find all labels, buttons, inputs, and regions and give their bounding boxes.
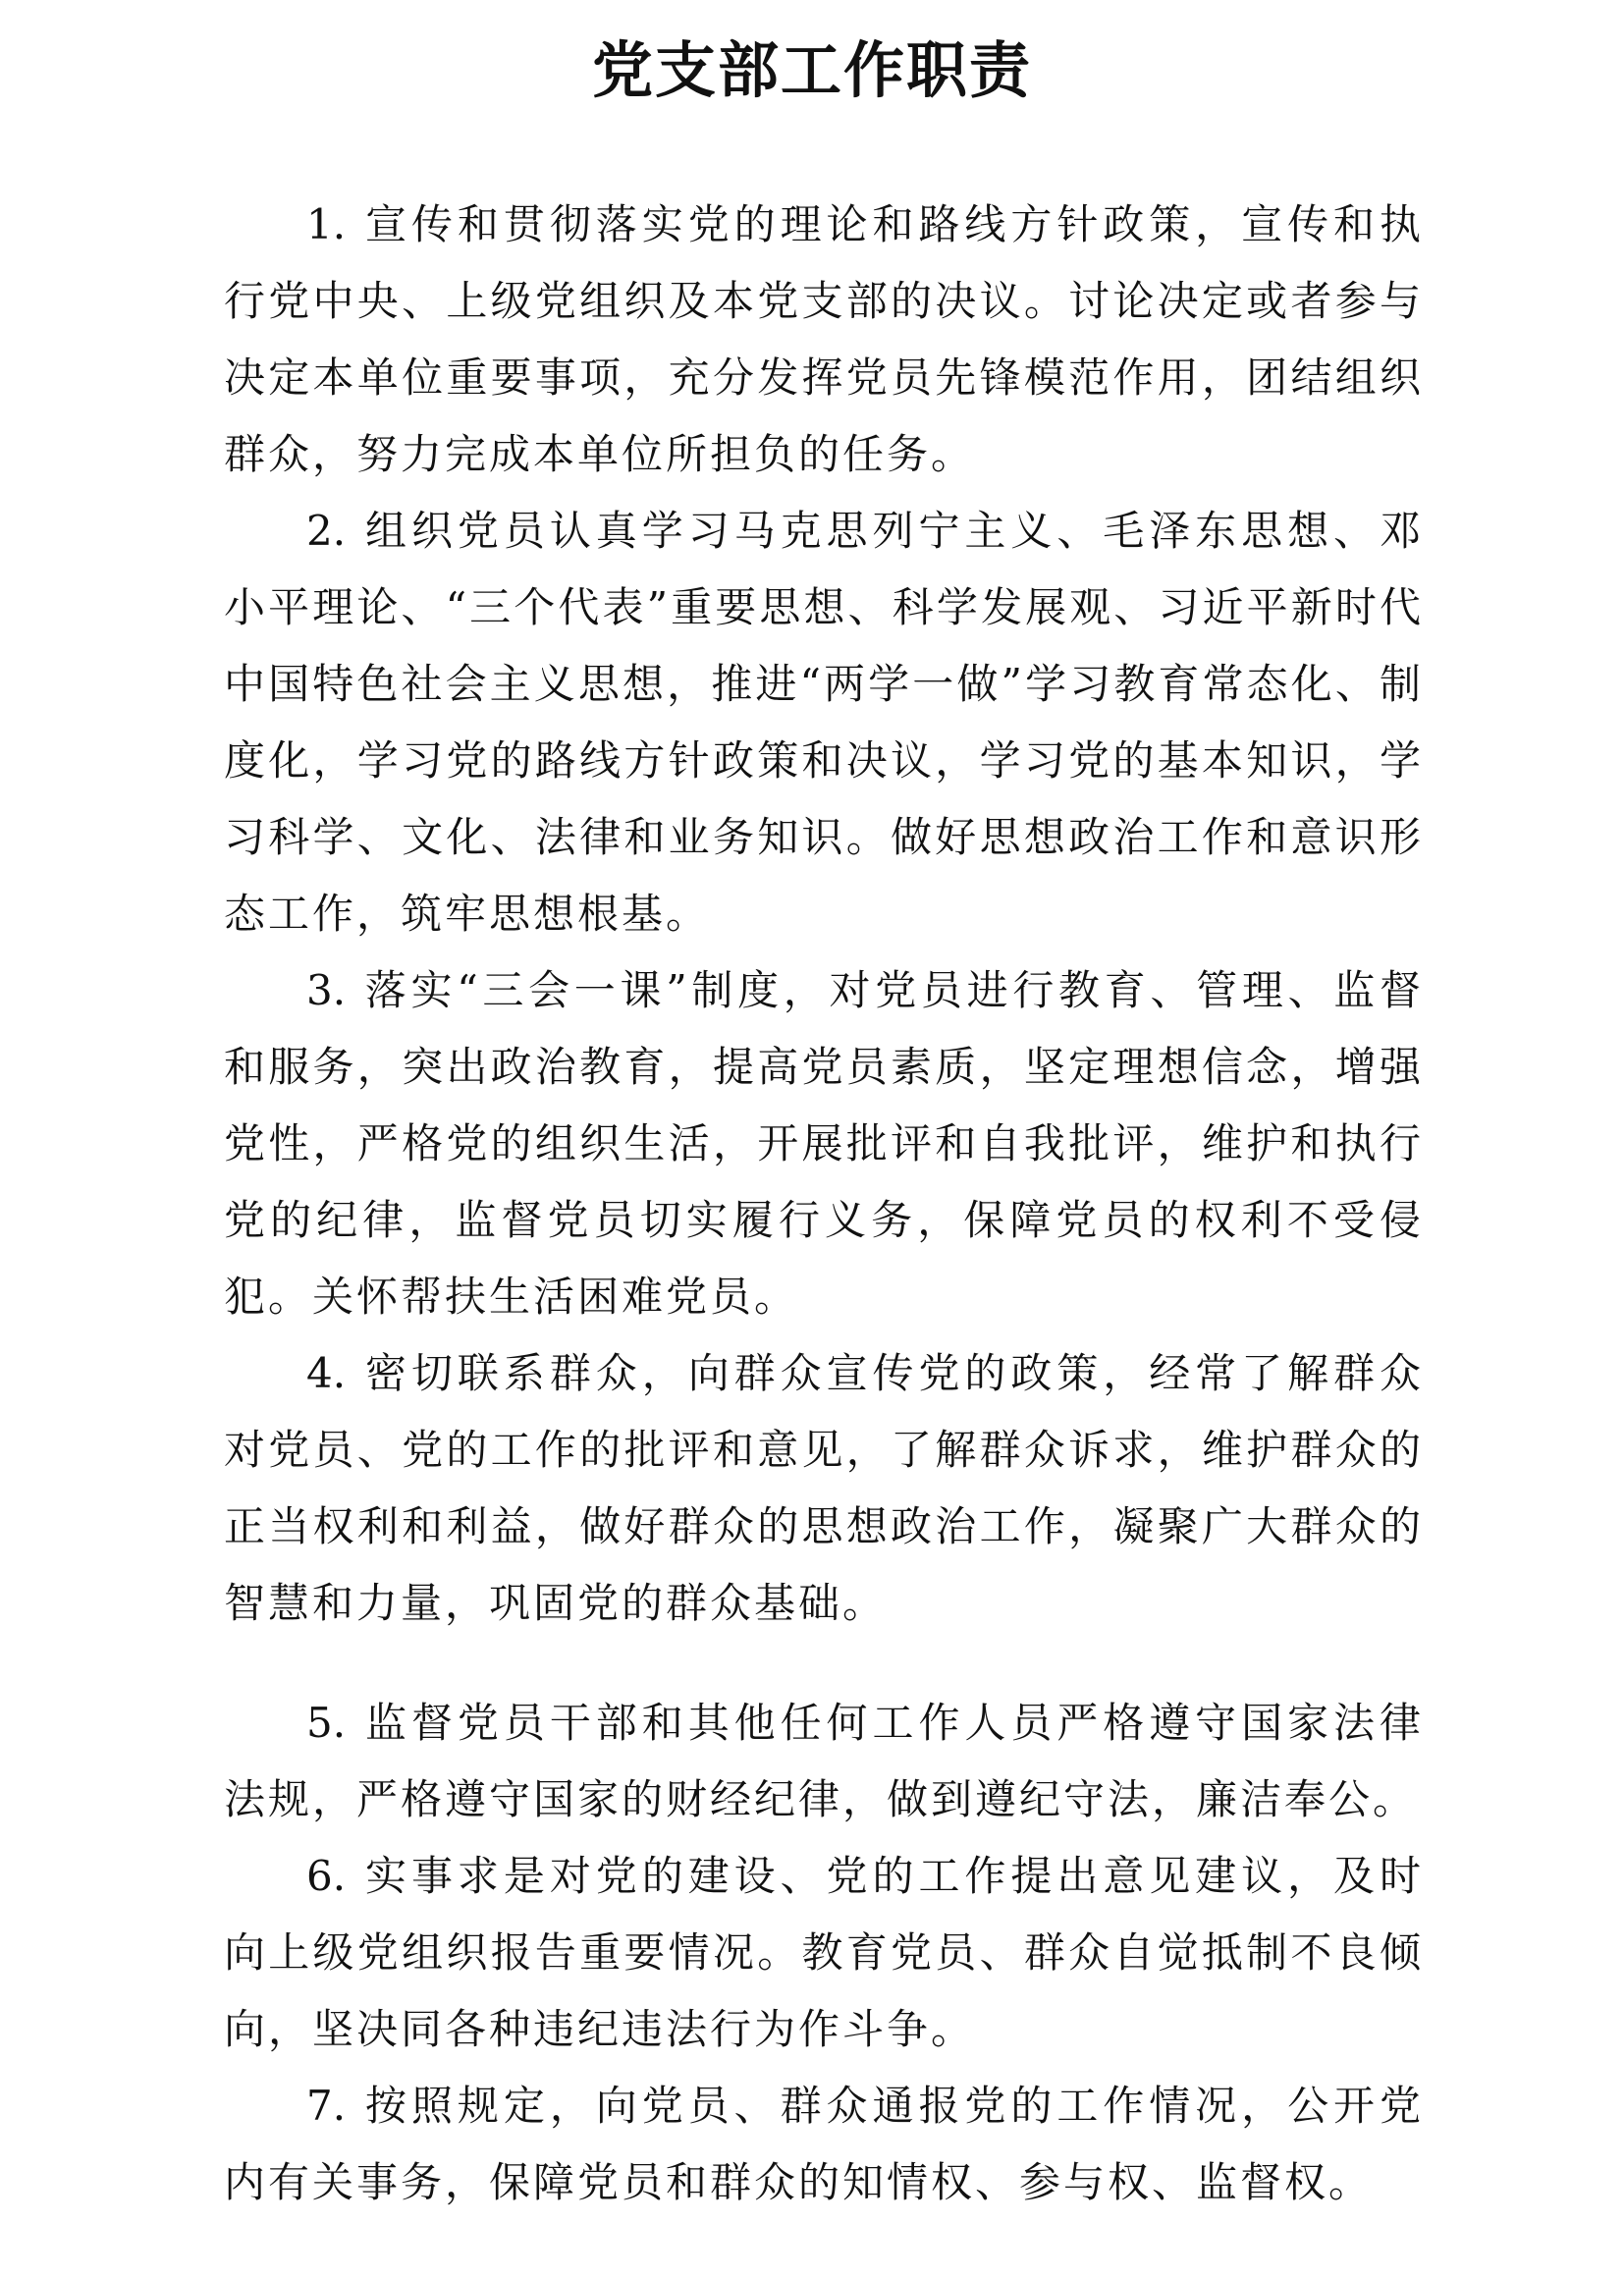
item-number: 6. <box>306 1852 347 1900</box>
duty-item-4 <box>224 1335 1424 1642</box>
item-text: 按照规定，向党员、群众通报党的工作情况，公开党内有关事务，保障党员和群众的知情权、参与权、监督权。 <box>224 2082 1424 2206</box>
duty-item-1 <box>224 187 1424 493</box>
item-text: 宣传和贯彻落实党的理论和路线方针政策，宣传和执行党中央、上级党组织及本党支部的决议。讨论决定或者参与决定本单位重要事项，充分发挥党员先锋模范作用，团结组织群众，努力完成本单位所担负的任务。 <box>224 200 1424 478</box>
item-text: 监督党员干部和其他任何工作人员严格遵守国家法律法规，严格遵守国家的财经纪律，做到遵纪守法，廉洁奉公。 <box>224 1699 1424 1823</box>
item-number: 5. <box>306 1699 347 1747</box>
duty-item-3 <box>224 952 1424 1335</box>
duty-item-2 <box>224 493 1424 952</box>
item-text: 落实“三会一课”制度，对党员进行教育、管理、监督和服务，突出政治教育，提高党员素质，坚定理想信念，增强党性，严格党的组织生活，开展批评和自我批评，维护和执行党的纪律，监督党员切实履行义务，保障党员的权利不受侵犯。关怀帮扶生活困难党员。 <box>224 966 1424 1321</box>
document-body <box>224 187 1424 2221</box>
document-title: 党支部工作职责 <box>591 34 1032 106</box>
duty-item-7 <box>224 2068 1424 2221</box>
item-text: 组织党员认真学习马克思列宁主义、毛泽东思想、邓小平理论、“三个代表”重要思想、科学发展观、习近平新时代中国特色社会主义思想，推进“两学一做”学习教育常态化、制度化，学习党的路线方针政策和决议，学习党的基本知识，学习科学、文化、法律和业务知识。做好思想政治工作和意识形态工作，筑牢思想根基。 <box>224 507 1424 938</box>
item-text: 实事求是对党的建设、党的工作提出意见建议，及时向上级党组织报告重要情况。教育党员、群众自觉抵制不良倾向，坚决同各种违纪违法行为作斗争。 <box>224 1852 1424 2053</box>
item-number: 1. <box>306 200 347 248</box>
item-number: 3. <box>306 966 347 1014</box>
duty-item-6 <box>224 1838 1424 2068</box>
item-number: 7. <box>306 2082 347 2130</box>
item-number: 2. <box>306 507 347 555</box>
duty-item-5 <box>224 1685 1424 1838</box>
item-number: 4. <box>306 1349 347 1397</box>
item-text: 密切联系群众，向群众宣传党的政策，经常了解群众对党员、党的工作的批评和意见，了解群众诉求，维护群众的正当权利和利益，做好群众的思想政治工作，凝聚广大群众的智慧和力量，巩固党的群众基础。 <box>224 1349 1424 1627</box>
